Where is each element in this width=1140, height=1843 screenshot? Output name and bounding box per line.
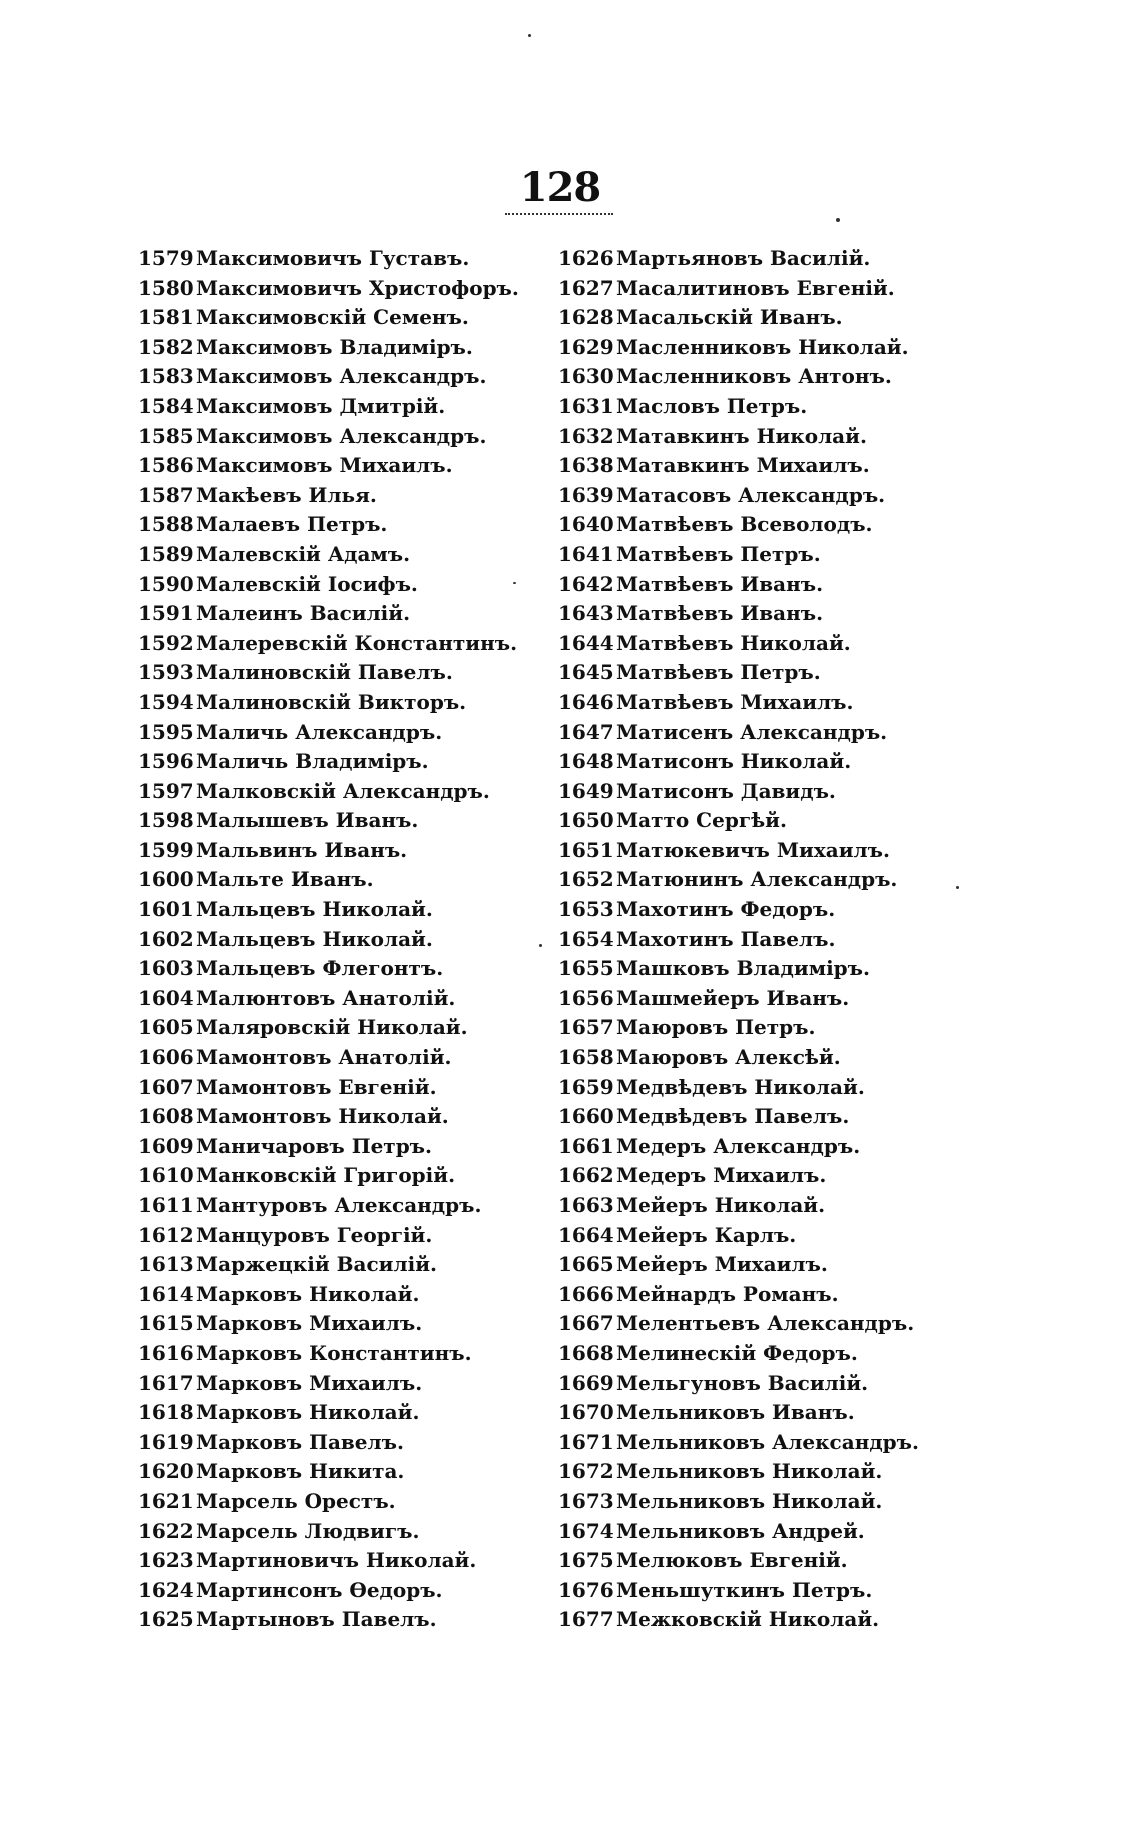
entry-name: Манковскій Григорій. [196, 1163, 456, 1188]
entry-name: Мельниковъ Николай. [616, 1459, 883, 1484]
entry-name: Максимовичъ Христофоръ. [196, 275, 519, 300]
list-item [138, 451, 519, 481]
list-item [138, 1309, 519, 1339]
entry-name: Медвѣдевъ Николай. [616, 1074, 865, 1099]
entry-number: 1641 [558, 541, 614, 566]
entry-number: 1615 [138, 1311, 194, 1336]
entry-name: Мальцевъ Флегонтъ. [196, 956, 444, 981]
list-item [138, 1250, 519, 1280]
list-item [558, 274, 919, 304]
scan-speck [513, 582, 516, 584]
list-item [558, 895, 919, 925]
entry-name: Масалитиновъ Евгеній. [616, 275, 895, 300]
entry-number: 1645 [558, 660, 614, 685]
entry-number: 1639 [558, 482, 614, 507]
entry-name: Матвѣевъ Петръ. [616, 660, 821, 685]
entry-number: 1610 [138, 1163, 194, 1188]
list-item [138, 1517, 519, 1547]
list-item [138, 244, 519, 274]
list-item [138, 599, 519, 629]
list-item [138, 1398, 519, 1428]
left-column [138, 244, 519, 1635]
entry-name: Махотинъ Федоръ. [616, 897, 836, 922]
entry-name: Маюровъ Петръ. [616, 1015, 816, 1040]
entry-number: 1658 [558, 1045, 614, 1070]
entry-name: Малевскій Іосифъ. [196, 571, 418, 596]
list-item [558, 244, 919, 274]
list-item [558, 954, 919, 984]
list-item [138, 1102, 519, 1132]
entry-name: Меньшуткинъ Петръ. [616, 1577, 873, 1602]
list-item [138, 1428, 519, 1458]
entry-name: Матвѣевъ Николай. [616, 630, 851, 655]
entry-name: Медеръ Александръ. [616, 1133, 861, 1158]
list-item [558, 1102, 919, 1132]
entry-number: 1640 [558, 512, 614, 537]
list-item [558, 540, 919, 570]
entry-name: Мамонтовъ Евгеній. [196, 1074, 437, 1099]
entry-name: Мальте Иванъ. [196, 867, 374, 892]
entry-number: 1666 [558, 1281, 614, 1306]
entry-number: 1653 [558, 897, 614, 922]
entry-number: 1675 [558, 1548, 614, 1573]
list-item [558, 1428, 919, 1458]
entry-number: 1594 [138, 689, 194, 714]
list-item [138, 747, 519, 777]
entry-name: Мальвинъ Иванъ. [196, 837, 408, 862]
entry-name: Марковъ Павелъ. [196, 1429, 404, 1454]
entry-name: Мартьяновъ Василій. [616, 246, 871, 270]
list-item [138, 422, 519, 452]
entry-number: 1662 [558, 1163, 614, 1188]
list-item [138, 481, 519, 511]
list-item [138, 1073, 519, 1103]
list-item [558, 481, 919, 511]
scan-speck [956, 886, 959, 889]
list-item [138, 688, 519, 718]
entry-number: 1590 [138, 571, 194, 596]
entry-name: Малеинъ Василій. [196, 601, 411, 626]
entry-name: Мельниковъ Иванъ. [616, 1400, 855, 1425]
list-item [558, 1398, 919, 1428]
entry-number: 1603 [138, 956, 194, 981]
list-item [138, 777, 519, 807]
entry-number: 1627 [558, 275, 614, 300]
entry-number: 1600 [138, 867, 194, 892]
entry-name: Максимовъ Дмитрій. [196, 393, 446, 418]
list-item [138, 333, 519, 363]
list-item [558, 925, 919, 955]
entry-number: 1631 [558, 393, 614, 418]
list-item [138, 1369, 519, 1399]
entry-name: Матвѣевъ Всеволодъ. [616, 512, 873, 537]
entry-name: Матюкевичъ Михаилъ. [616, 837, 890, 862]
entry-number: 1612 [138, 1222, 194, 1247]
entry-name: Мартинсонъ Ѳедоръ. [196, 1577, 443, 1602]
entry-number: 1580 [138, 275, 194, 300]
entry-name: Малиновскій Павелъ. [196, 660, 453, 685]
entry-number: 1604 [138, 985, 194, 1010]
entry-name: Малевскій Адамъ. [196, 541, 411, 566]
entry-name: Матюнинъ Александръ. [616, 867, 898, 892]
entry-number: 1663 [558, 1193, 614, 1217]
entry-name: Мальцевъ Николай. [196, 926, 433, 951]
list-item [558, 570, 919, 600]
scan-speck [539, 944, 542, 947]
list-item [138, 658, 519, 688]
entry-number: 1630 [558, 364, 614, 389]
list-item [138, 1487, 519, 1517]
entry-number: 1655 [558, 956, 614, 981]
list-item [138, 1280, 519, 1310]
entry-number: 1648 [558, 749, 614, 774]
list-item [558, 362, 919, 392]
list-item [558, 984, 919, 1014]
entry-number: 1611 [138, 1193, 194, 1217]
list-item [138, 1132, 519, 1162]
entry-number: 1620 [138, 1459, 194, 1484]
entry-name: Максимовъ Владиміръ. [196, 334, 473, 359]
list-item [138, 806, 519, 836]
list-item [558, 599, 919, 629]
list-item [558, 1250, 919, 1280]
entry-name: Малюнтовъ Анатолій. [196, 985, 456, 1010]
entry-number: 1657 [558, 1015, 614, 1040]
list-item [138, 540, 519, 570]
list-item [558, 1280, 919, 1310]
list-item [558, 1517, 919, 1547]
entry-number: 1654 [558, 926, 614, 951]
entry-name: Матасовъ Александръ. [616, 482, 886, 507]
entry-name: Марковъ Николай. [196, 1281, 420, 1306]
list-item [558, 1487, 919, 1517]
entry-name: Малковскій Александръ. [196, 778, 490, 803]
entry-number: 1628 [558, 305, 614, 330]
entry-name: Мартиновичъ Николай. [196, 1548, 477, 1573]
list-item [558, 451, 919, 481]
list-item [558, 777, 919, 807]
list-item [558, 1191, 919, 1221]
list-item [138, 836, 519, 866]
list-item [558, 1546, 919, 1576]
entry-number: 1596 [138, 749, 194, 774]
entry-number: 1647 [558, 719, 614, 744]
list-item [558, 865, 919, 895]
entry-number: 1667 [558, 1311, 614, 1336]
entry-number: 1669 [558, 1370, 614, 1395]
list-item [138, 1457, 519, 1487]
entry-name: Матисенъ Александръ. [616, 719, 888, 744]
entry-number: 1668 [558, 1340, 614, 1365]
entry-number: 1626 [558, 246, 614, 270]
entry-name: Мамонтовъ Анатолій. [196, 1045, 452, 1070]
entry-number: 1652 [558, 867, 614, 892]
list-item [138, 1043, 519, 1073]
entry-number: 1606 [138, 1045, 194, 1070]
entry-name: Марковъ Михаилъ. [196, 1311, 423, 1336]
entry-number: 1670 [558, 1400, 614, 1425]
entry-number: 1643 [558, 601, 614, 626]
entry-number: 1650 [558, 808, 614, 833]
entry-name: Маюровъ Алексѣй. [616, 1045, 841, 1070]
entry-number: 1672 [558, 1459, 614, 1484]
entry-name: Мельниковъ Андрей. [616, 1518, 865, 1543]
entry-number: 1665 [558, 1252, 614, 1277]
entry-number: 1649 [558, 778, 614, 803]
entry-number: 1591 [138, 601, 194, 626]
entry-number: 1622 [138, 1518, 194, 1543]
entry-name: Мамонтовъ Николай. [196, 1104, 449, 1129]
list-item [558, 806, 919, 836]
entry-number: 1644 [558, 630, 614, 655]
list-item [558, 1221, 919, 1251]
list-item [138, 895, 519, 925]
entry-name: Маляровскій Николай. [196, 1015, 468, 1040]
entry-name: Масловъ Петръ. [616, 393, 808, 418]
entry-number: 1673 [558, 1488, 614, 1513]
entry-number: 1651 [558, 837, 614, 862]
list-item [558, 836, 919, 866]
list-item [138, 1546, 519, 1576]
entry-name: Мелюковъ Евгеній. [616, 1548, 848, 1573]
entry-number: 1584 [138, 393, 194, 418]
list-item [558, 688, 919, 718]
entry-name: Максимовичъ Густавъ. [196, 246, 470, 270]
entry-name: Махотинъ Павелъ. [616, 926, 836, 951]
list-item [558, 1132, 919, 1162]
scan-speck [836, 218, 840, 222]
entry-number: 1598 [138, 808, 194, 833]
entry-number: 1623 [138, 1548, 194, 1573]
entry-name: Межковскій Николай. [616, 1607, 880, 1632]
list-item [138, 1013, 519, 1043]
entry-number: 1588 [138, 512, 194, 537]
list-item [138, 1191, 519, 1221]
list-item [558, 629, 919, 659]
entry-number: 1585 [138, 423, 194, 448]
entry-name: Марковъ Николай. [196, 1400, 420, 1425]
list-item [558, 747, 919, 777]
entry-name: Масленниковъ Николай. [616, 334, 909, 359]
entry-name: Мальцевъ Николай. [196, 897, 433, 922]
list-item [558, 1161, 919, 1191]
entry-number: 1621 [138, 1488, 194, 1513]
list-item [138, 718, 519, 748]
entry-name: Матвѣевъ Иванъ. [616, 601, 824, 626]
entry-number: 1671 [558, 1429, 614, 1454]
entry-name: Машковъ Владиміръ. [616, 956, 870, 981]
list-item [558, 658, 919, 688]
page-number: 128 [519, 164, 601, 211]
entry-number: 1660 [558, 1104, 614, 1129]
entry-number: 1613 [138, 1252, 194, 1277]
entry-number: 1619 [138, 1429, 194, 1454]
entry-name: Максимовскій Семенъ. [196, 305, 469, 330]
list-item [558, 718, 919, 748]
entry-number: 1582 [138, 334, 194, 359]
list-item [558, 1457, 919, 1487]
entry-number: 1583 [138, 364, 194, 389]
entry-name: Максимовъ Александръ. [196, 423, 487, 448]
entry-name: Марковъ Михаилъ. [196, 1370, 423, 1395]
entry-name: Маличь Владиміръ. [196, 749, 429, 774]
entry-name: Медеръ Михаилъ. [616, 1163, 827, 1188]
entry-number: 1607 [138, 1074, 194, 1099]
scan-speck [528, 34, 531, 37]
entry-number: 1602 [138, 926, 194, 951]
entry-number: 1599 [138, 837, 194, 862]
entry-number: 1638 [558, 453, 614, 478]
entry-number: 1589 [138, 541, 194, 566]
list-item [558, 1605, 919, 1635]
entry-number: 1605 [138, 1015, 194, 1040]
entry-name: Максимовъ Михаилъ. [196, 453, 453, 478]
list-item [558, 1043, 919, 1073]
entry-name: Марсель Людвигъ. [196, 1518, 420, 1543]
list-item [138, 925, 519, 955]
entry-name: Масленниковъ Антонъ. [616, 364, 892, 389]
entry-name: Матавкинъ Михаилъ. [616, 453, 870, 478]
entry-name: Машмейеръ Иванъ. [616, 985, 850, 1010]
list-item [138, 629, 519, 659]
entry-number: 1609 [138, 1133, 194, 1158]
entry-number: 1674 [558, 1518, 614, 1543]
entry-name: Мартыновъ Павелъ. [196, 1607, 437, 1632]
entry-name: Маржецкій Василій. [196, 1252, 437, 1277]
right-column [558, 244, 919, 1635]
entry-number: 1593 [138, 660, 194, 685]
entry-number: 1608 [138, 1104, 194, 1129]
entry-name: Матвѣевъ Петръ. [616, 541, 821, 566]
entry-name: Мейеръ Николай. [616, 1193, 826, 1217]
list-item [138, 303, 519, 333]
entry-number: 1616 [138, 1340, 194, 1365]
entry-number: 1656 [558, 985, 614, 1010]
entry-name: Малеревскій Константинъ. [196, 630, 518, 655]
entry-name: Мантуровъ Александръ. [196, 1193, 482, 1217]
list-item [138, 274, 519, 304]
entry-name: Маничаровъ Петръ. [196, 1133, 432, 1158]
entry-name: Мелинескій Федоръ. [616, 1340, 858, 1365]
list-item [138, 1576, 519, 1606]
entry-name: Матвѣевъ Иванъ. [616, 571, 824, 596]
entry-number: 1587 [138, 482, 194, 507]
entry-name: Малышевъ Иванъ. [196, 808, 419, 833]
entry-name: Матто Сергѣй. [616, 808, 787, 833]
entry-number: 1642 [558, 571, 614, 596]
entry-number: 1646 [558, 689, 614, 714]
list-item [558, 1309, 919, 1339]
entry-number: 1581 [138, 305, 194, 330]
entry-name: Марковъ Никита. [196, 1459, 405, 1484]
entry-name: Маличь Александръ. [196, 719, 443, 744]
entry-number: 1618 [138, 1400, 194, 1425]
entry-name: Марсель Орестъ. [196, 1488, 396, 1513]
list-item [138, 1161, 519, 1191]
list-item [558, 422, 919, 452]
entry-name: Мейеръ Карлъ. [616, 1222, 797, 1247]
list-item [138, 1339, 519, 1369]
list-item [558, 333, 919, 363]
list-item [138, 570, 519, 600]
entry-number: 1664 [558, 1222, 614, 1247]
entry-name: Мейеръ Михаилъ. [616, 1252, 828, 1277]
entry-name: Малиновскій Викторъ. [196, 689, 467, 714]
entry-name: Малаевъ Петръ. [196, 512, 388, 537]
entry-name: Мельниковъ Александръ. [616, 1429, 919, 1454]
list-item [138, 1605, 519, 1635]
entry-name: Матвѣевъ Михаилъ. [616, 689, 854, 714]
list-item [138, 510, 519, 540]
entry-number: 1579 [138, 246, 194, 270]
entry-number: 1617 [138, 1370, 194, 1395]
entry-number: 1595 [138, 719, 194, 744]
list-item [558, 303, 919, 333]
entry-name: Матисонъ Николай. [616, 749, 852, 774]
list-item [558, 1013, 919, 1043]
entry-number: 1624 [138, 1577, 194, 1602]
entry-name: Мельгуновъ Василій. [616, 1370, 869, 1395]
list-item [558, 1576, 919, 1606]
entry-name: Медвѣдевъ Павелъ. [616, 1104, 850, 1129]
entry-number: 1661 [558, 1133, 614, 1158]
entry-name: Мельниковъ Николай. [616, 1488, 883, 1513]
entry-name: Манцуровъ Георгій. [196, 1222, 433, 1247]
list-item [558, 1369, 919, 1399]
entry-number: 1632 [558, 423, 614, 448]
list-item [138, 954, 519, 984]
entry-number: 1677 [558, 1607, 614, 1632]
list-item [558, 1339, 919, 1369]
list-item [138, 865, 519, 895]
entry-name: Максимовъ Александръ. [196, 364, 487, 389]
entry-name: Мелентьевъ Александръ. [616, 1311, 915, 1336]
entry-number: 1629 [558, 334, 614, 359]
entry-name: Марковъ Константинъ. [196, 1340, 472, 1365]
entry-number: 1592 [138, 630, 194, 655]
entry-number: 1586 [138, 453, 194, 478]
entry-number: 1676 [558, 1577, 614, 1602]
entry-number: 1659 [558, 1074, 614, 1099]
list-item [138, 984, 519, 1014]
list-item [138, 392, 519, 422]
list-item [558, 510, 919, 540]
entry-name: Матисонъ Давидъ. [616, 778, 836, 803]
entry-name: Матавкинъ Николай. [616, 423, 867, 448]
list-item [558, 1073, 919, 1103]
entry-number: 1625 [138, 1607, 194, 1632]
page-number-rule [505, 213, 613, 215]
entry-name: Мейнардъ Романъ. [616, 1281, 839, 1306]
list-item [138, 1221, 519, 1251]
list-item [138, 362, 519, 392]
entry-name: Макѣевъ Илья. [196, 482, 377, 507]
list-item [558, 392, 919, 422]
entry-number: 1614 [138, 1281, 194, 1306]
entry-name: Масальскій Иванъ. [616, 305, 843, 330]
entry-number: 1601 [138, 897, 194, 922]
entry-number: 1597 [138, 778, 194, 803]
